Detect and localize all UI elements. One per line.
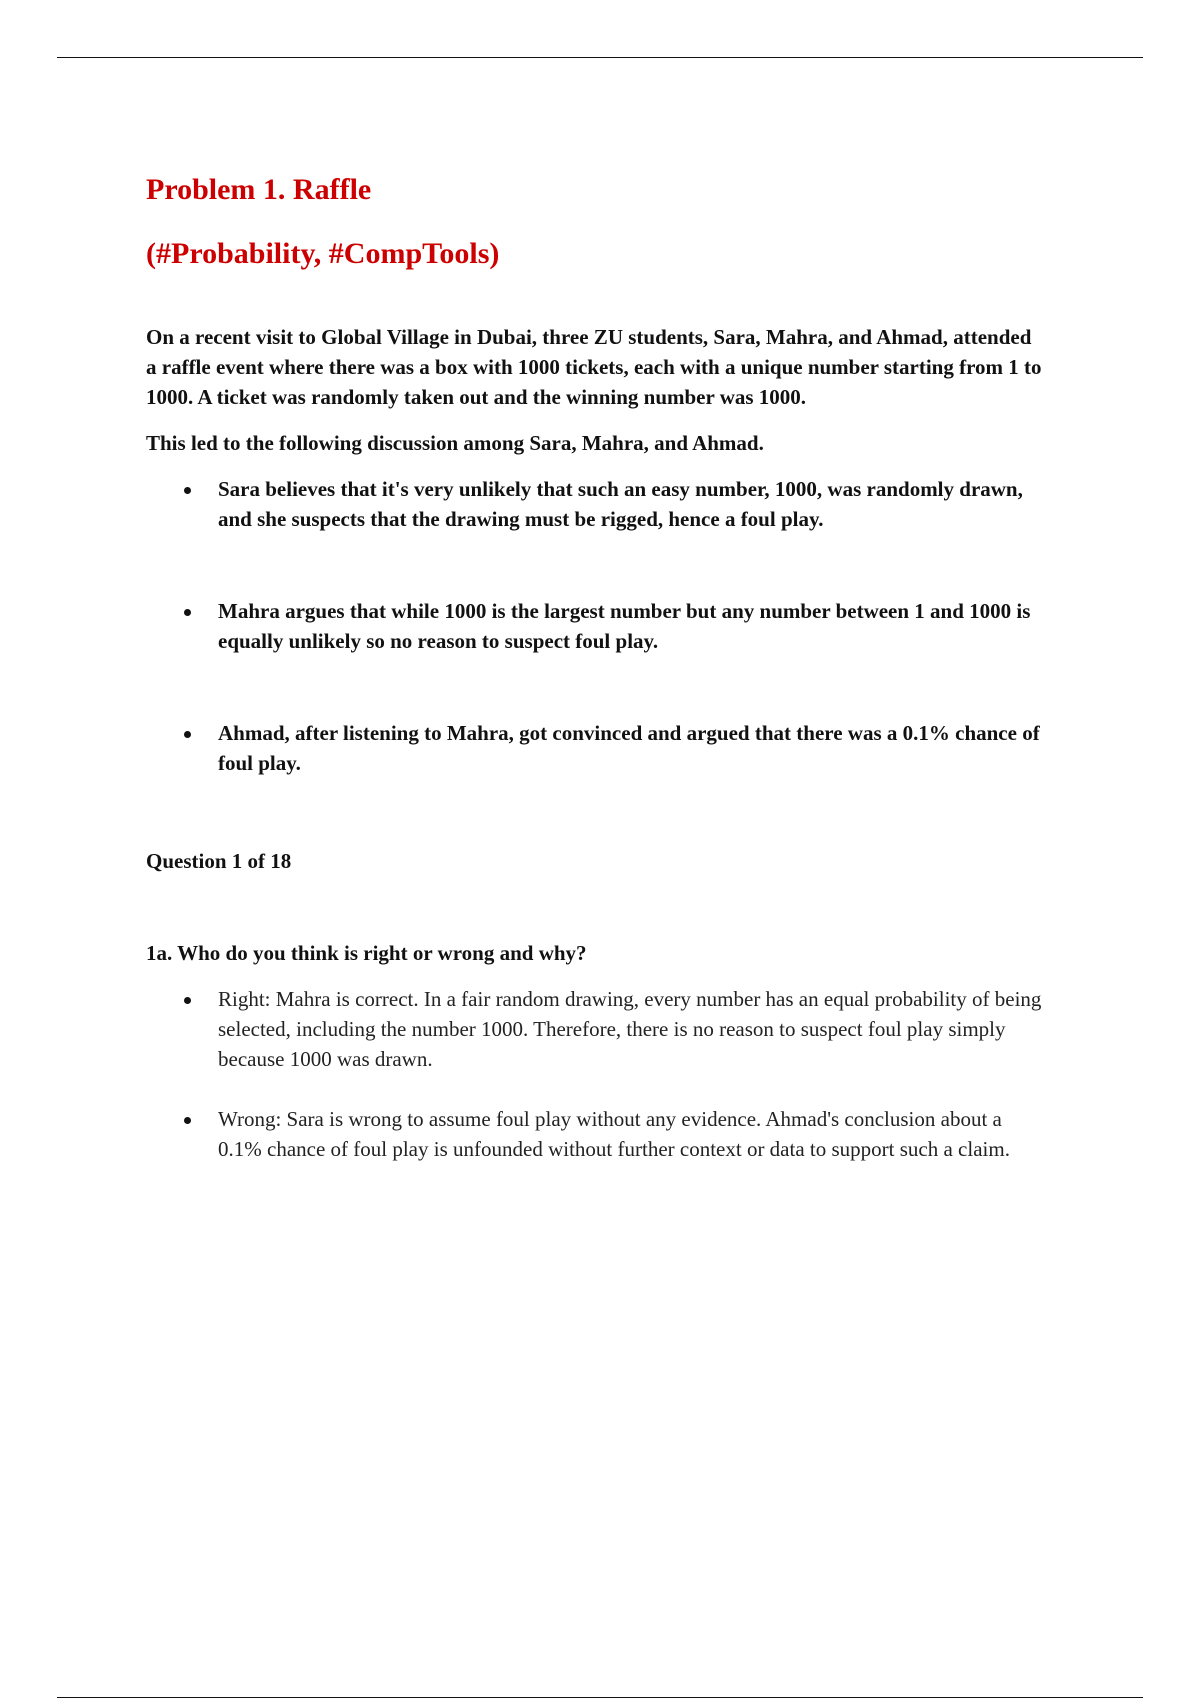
bullet-icon xyxy=(184,487,191,494)
claim-text-ahmad: Ahmad, after listening to Mahra, got convinced and argued that there was a 0.1% chance of xyxy=(218,721,1040,745)
document-body xyxy=(146,168,1046,1164)
list-item xyxy=(146,718,1046,778)
bottom-rule xyxy=(57,1697,1143,1698)
problem-tags: (#Probability, #CompTools) xyxy=(146,237,500,270)
claim-text-sara-cont: and she suspects that the drawing must be rigged, hence a foul play. xyxy=(218,507,824,531)
list-item xyxy=(146,474,1046,534)
question-counter: Question 1 of 18 xyxy=(146,849,292,873)
answer-wrong-text: Wrong: Sara is wrong to assume foul play without any evidence. Ahmad's conclusion about a 0.1% chance of foul play is unfounded without further context or data to support such a claim. xyxy=(218,1107,1010,1161)
claim-text-ahmad-cont: foul play. xyxy=(218,751,301,775)
bullet-icon xyxy=(184,609,191,616)
bullet-icon xyxy=(184,1117,191,1124)
list-item xyxy=(146,984,1046,1074)
answers-list xyxy=(146,984,1046,1164)
claim-text-mahra: Mahra argues that while 1000 is the largest number but any number between 1 and 1000 is xyxy=(218,599,1031,623)
bullet-icon xyxy=(184,731,191,738)
list-item xyxy=(146,1104,1046,1164)
problem-title: Problem 1. Raffle xyxy=(146,173,372,206)
list-item xyxy=(146,596,1046,656)
intro-paragraph: On a recent visit to Global Village in Dubai, three ZU students, Sara, Mahra, and Ahmad, attended a raffle event where there was a box with 1000 tickets, each with a unique number starting from 1 to 1000. A ticket was randomly taken out and the winning number was 1000. xyxy=(146,325,1042,409)
claim-text-sara: Sara believes that it's very unlikely that such an easy number, 1000, was randomly drawn, xyxy=(218,477,1023,501)
claims-list xyxy=(146,474,1046,778)
claim-text-mahra-cont: equally unlikely so no reason to suspect foul play. xyxy=(218,629,659,653)
lead-paragraph: This led to the following discussion among Sara, Mahra, and Ahmad. xyxy=(146,431,764,455)
answer-right-text: Right: Mahra is correct. In a fair random drawing, every number has an equal probability of being selected, including the number 1000. Therefore, there is no reason to suspect foul play simply because 1000 was drawn. xyxy=(218,987,1042,1071)
question-heading: 1a. Who do you think is right or wrong and why? xyxy=(146,941,587,965)
bullet-icon xyxy=(184,997,191,1004)
top-rule xyxy=(57,57,1143,58)
